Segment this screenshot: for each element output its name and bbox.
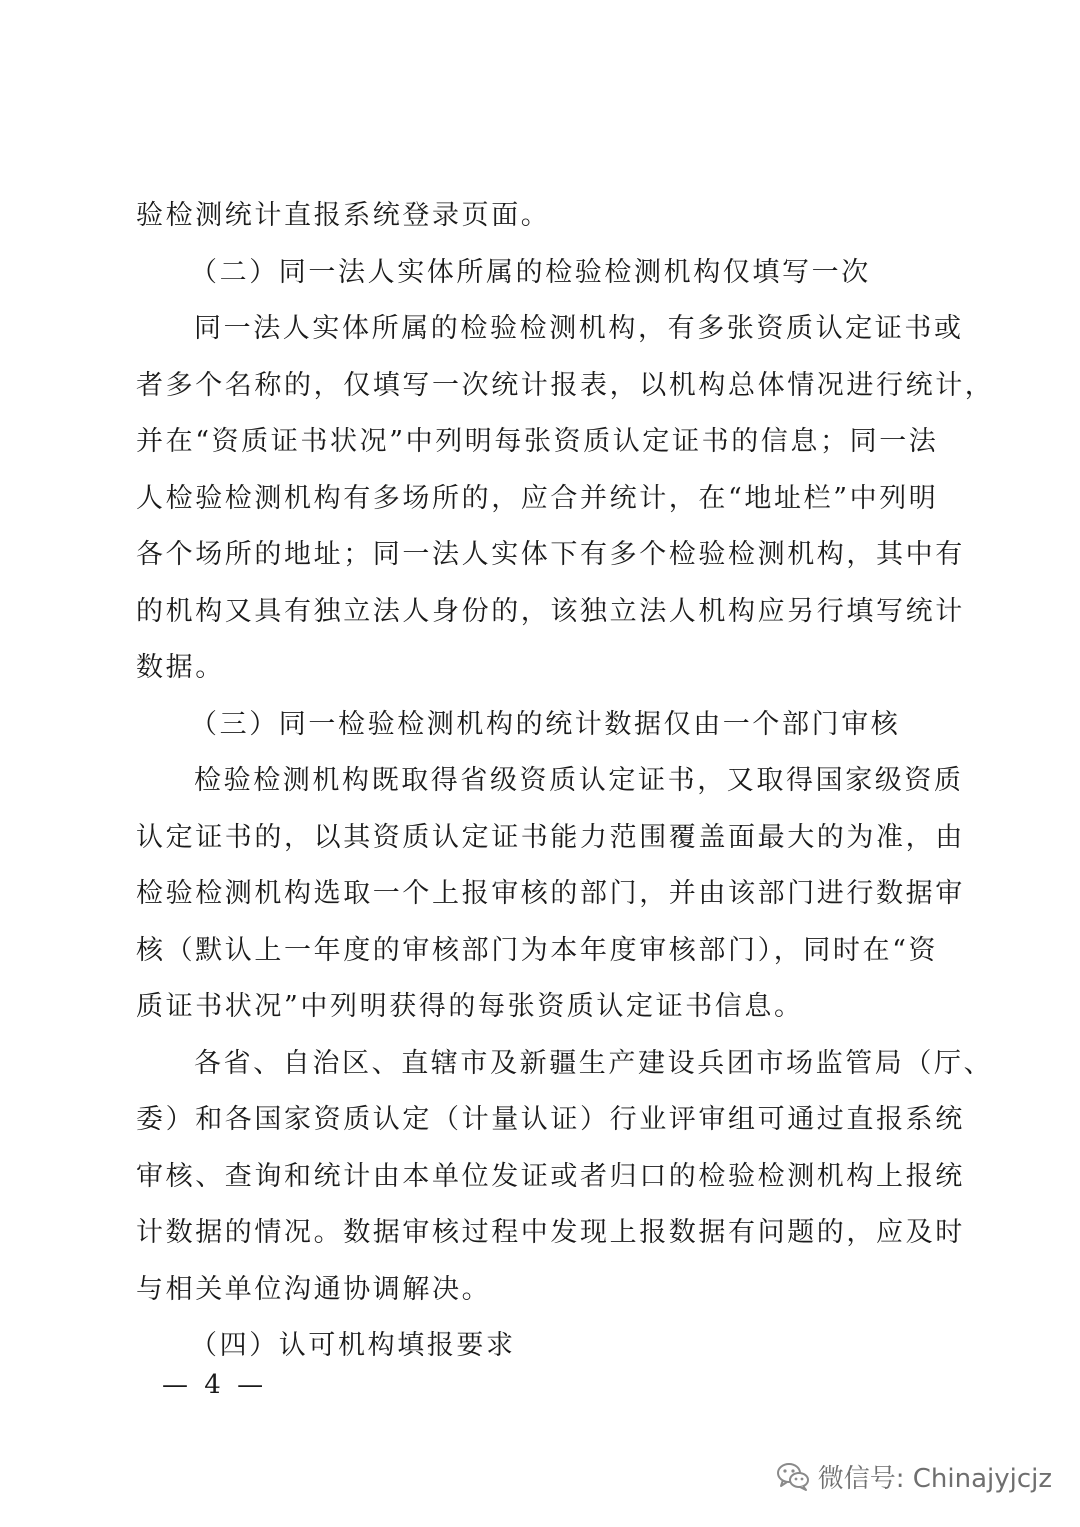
- wechat-icon: [776, 1461, 810, 1491]
- text-line: 各个场所的地址；同一法人实体下有多个检验检测机构，其中有: [136, 539, 965, 570]
- text-line: 审核、查询和统计由本单位发证或者归口的检验检测机构上报统: [136, 1160, 965, 1192]
- text-line: 委）和各国家资质认定（计量认证）行业评审组可通过直报系统: [136, 1104, 965, 1135]
- text-line: 认定证书的，以其资质认定证书能力范围覆盖面最大的为准，由: [136, 821, 965, 853]
- text-line: 计数据的情况。数据审核过程中发现上报数据有问题的，应及时: [136, 1217, 965, 1248]
- section-heading-4: （四）认可机构填报要求: [190, 1330, 516, 1361]
- section-heading-2: （二）同一法人实体所属的检验检测机构仅填写一次: [190, 256, 871, 288]
- text-line: 检验检测机构选取一个上报审核的部门，并由该部门进行数据审: [136, 878, 965, 909]
- text-line: 与相关单位沟通协调解决。: [136, 1273, 492, 1305]
- text-line: 同一法人实体所属的检验检测机构，有多张资质认定证书或: [194, 313, 964, 344]
- watermark-text: 微信号: Chinajyjcjz: [817, 1463, 1052, 1494]
- text-line: 核（默认上一年度的审核部门为本年度审核部门），同时在“资: [136, 934, 939, 966]
- page-number: — 4 —: [162, 1370, 268, 1400]
- text-line: 验检测统计直报系统登录页面。: [136, 200, 551, 231]
- text-line: 者多个名称的，仅填写一次统计报表，以机构总体情况进行统计，: [136, 369, 995, 401]
- text-line: 质证书状况”中列明获得的每张资质认定证书信息。: [136, 991, 804, 1022]
- text-line: 各省、自治区、直辖市及新疆生产建设兵团市场监管局（厅、: [194, 1047, 994, 1079]
- text-line: 并在“资质证书状况”中列明每张资质认定证书的信息；同一法: [136, 426, 939, 457]
- document-body: [136, 188, 995, 1375]
- text-line: 的机构又具有独立法人身份的，该独立法人机构应另行填写统计: [136, 595, 965, 627]
- text-line: 人检验检测机构有多场所的，应合并统计，在“地址栏”中列明: [136, 482, 939, 514]
- watermark: [776, 1456, 1052, 1496]
- section-heading-3: （三）同一检验检测机构的统计数据仅由一个部门审核: [190, 708, 901, 740]
- text-line: 检验检测机构既取得省级资质认定证书，又取得国家级资质: [194, 765, 964, 796]
- text-line: 数据。: [136, 652, 225, 683]
